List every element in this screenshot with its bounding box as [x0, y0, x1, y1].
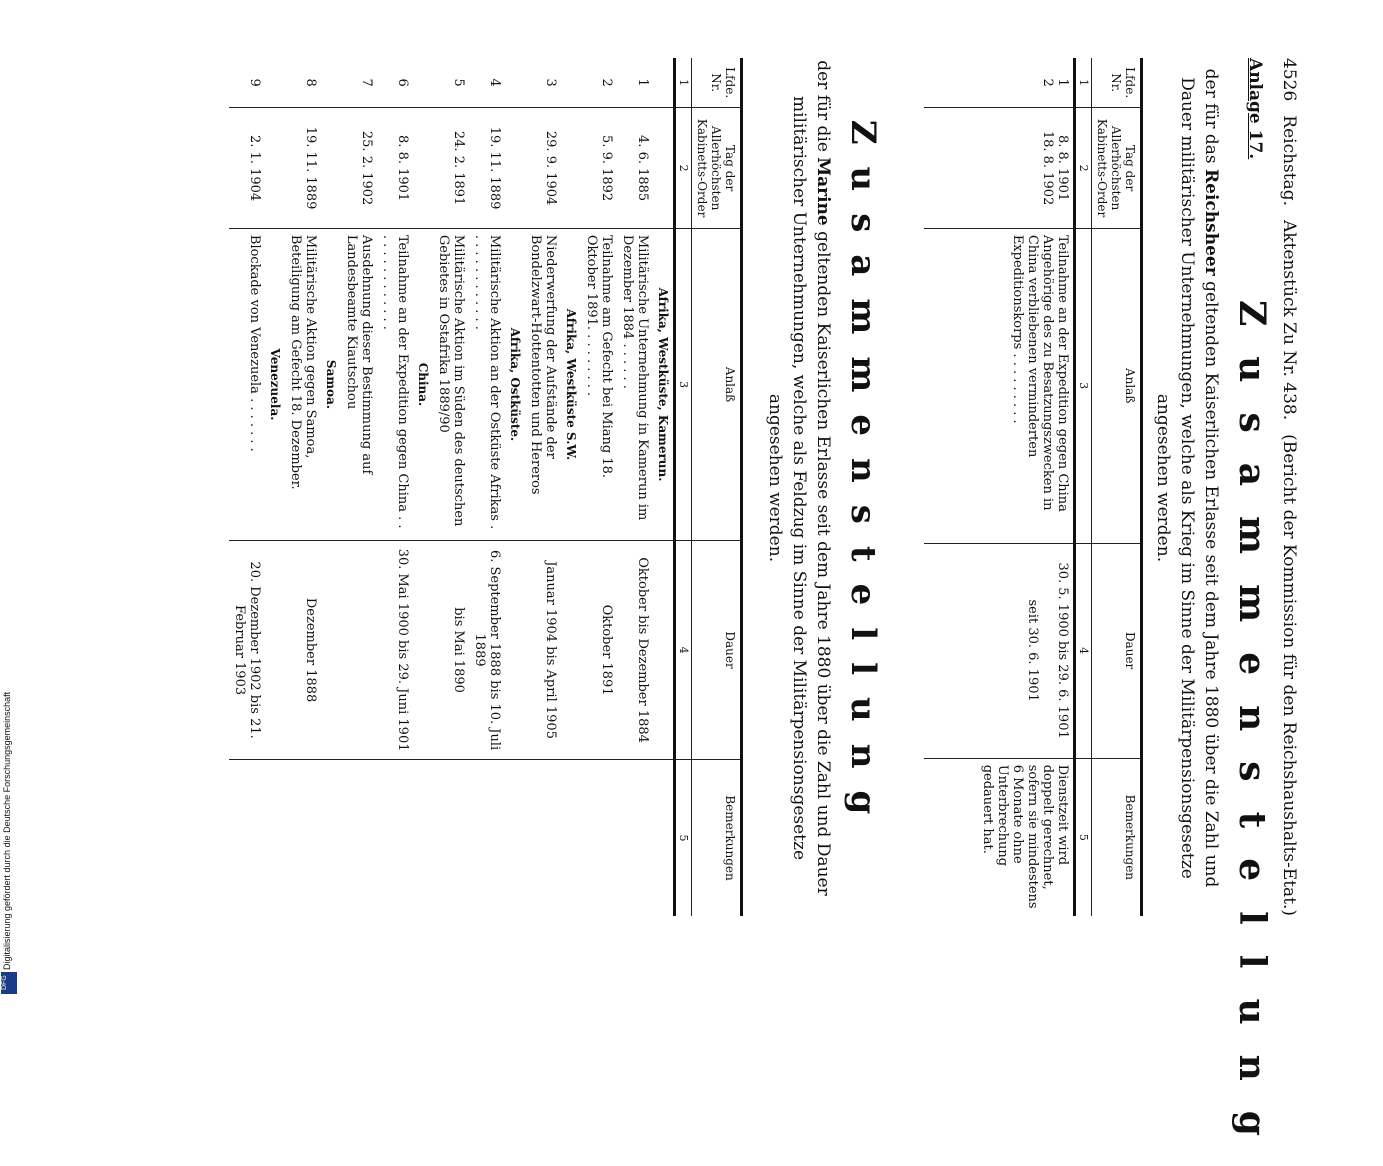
empty-cell [653, 760, 675, 916]
col-number: 3 [675, 228, 692, 540]
empty-cell [505, 760, 525, 916]
row-date: 24. 2. 1891 [433, 108, 469, 229]
empty-cell [653, 58, 675, 108]
row-dauer: Oktober bis Dezember 1884 [617, 541, 653, 760]
empty-cell [505, 58, 525, 108]
empty-cell [505, 108, 525, 229]
col-header: Dauer [1092, 543, 1142, 758]
row-bemerkungen [433, 760, 469, 916]
region-heading: Afrika, Ostküste. [505, 228, 525, 540]
row-date: 29. 9. 1904 [525, 108, 561, 229]
table-row [617, 58, 653, 916]
region-row [505, 58, 525, 916]
row-bemerkungen [341, 760, 377, 916]
row-bemerkungen [617, 760, 653, 916]
empty-cell [321, 760, 341, 916]
empty-cell [561, 760, 581, 916]
col-header: Bemerkungen [1092, 758, 1142, 916]
section2-intro-bold: Marine [813, 157, 833, 226]
col-header: Tag der Allerhöchsten Kabinetts-Order [1092, 108, 1142, 229]
table-row [285, 58, 321, 916]
row-anlass: Niederwerfung der Aufstände der Bondelzwart-Hottentotten und Hereros [525, 228, 561, 540]
row-date: 5. 9. 1892 [581, 108, 617, 229]
table-row [341, 58, 377, 916]
col-number: 2 [1075, 108, 1092, 229]
empty-cell [265, 108, 285, 229]
empty-cell [413, 541, 433, 760]
empty-cell [561, 108, 581, 229]
header-document-ref: Aktenstück Zu Nr. 438. [1279, 220, 1299, 421]
row-dauer: bis Mai 1890 [433, 541, 469, 760]
row-bemerkungen [581, 760, 617, 916]
region-heading: China. [413, 228, 433, 540]
row-dauer: Oktober 1891 [581, 541, 617, 760]
empty-cell [265, 58, 285, 108]
table-row [433, 58, 469, 916]
empty-cell [321, 108, 341, 229]
row-number: 9 [247, 78, 262, 87]
row-anlass: Militärische Aktion im Süden des deutschen Gebietes in Ostafrika 1889/90 [433, 228, 469, 540]
row-number: 4 [487, 78, 502, 87]
row-date: 19. 11. 1889 [469, 108, 505, 229]
section2-intro-pre: der für die [813, 60, 833, 152]
page-header [1277, 58, 1301, 917]
row-dauer: Dezember 1888 [285, 541, 321, 760]
page-number: 4526 [1279, 58, 1299, 102]
empty-cell [413, 58, 433, 108]
region-row [413, 58, 433, 916]
row-number: 3 [543, 78, 558, 87]
row-bemerkungen [285, 760, 321, 916]
row-number: 5 [451, 78, 466, 87]
table-row [525, 58, 561, 916]
region-heading: Samoa. [321, 228, 341, 540]
region-heading: Venezuela. [265, 228, 285, 540]
row-number: 1 [635, 78, 650, 87]
row-date: 8. 8. 1901 [377, 108, 413, 229]
row-anlass: Teilnahme an der Expedition gegen China . . . . . . . . . . . . . . [377, 228, 413, 540]
row-number: 7 [359, 78, 374, 87]
row-date: 2. 1. 1904 [229, 108, 265, 229]
anlage-label: Anlage 17. [1245, 58, 1265, 160]
empty-cell [561, 58, 581, 108]
section2-intro-post: geltenden Kaiserlichen Erlasse seit dem Jahre 1880 über die Zahl und Dauer militärischer Unternehmungen, welche als Feldzug im Sinne der Militärpensionsgesetze angesehen werden. [765, 95, 833, 896]
row-anlass: Militärische Aktion an der Ostküste Afrikas . . . . . . . . . . . . . [469, 228, 505, 540]
row-date: 25. 2. 1902 [341, 108, 377, 229]
row-dauer: 30. Mai 1900 bis 29. Juni 1901 [377, 541, 413, 760]
col-number: 3 [1075, 228, 1092, 543]
row-anlass: Blockade von Venezuela . . . . . . . [229, 228, 265, 540]
header-subtitle: (Bericht der Kommission für den Reichshaushalts-Etat.) [1279, 434, 1299, 917]
region-row [321, 58, 341, 916]
row-number: 8 [303, 78, 318, 87]
col-header: Lfde. Nr. [1092, 58, 1142, 108]
col-header: Anlaß [692, 228, 742, 540]
row-bemerkungen [525, 760, 561, 916]
table-row [581, 58, 617, 916]
section1-intro-pre: der für das [1201, 68, 1221, 164]
section1-intro-bold: Reichsheer [1201, 169, 1221, 276]
row-bemerkungen [469, 760, 505, 916]
table-row [377, 58, 413, 916]
row-anlass: Teilnahme an der Expedition gegen China Angehörige des zu Besatzungszwecken in China verbliebenen verminderten Expeditionskorps . . . . . . . . . [925, 228, 1075, 543]
region-heading: Afrika, Westküste S.W. [561, 228, 581, 540]
section2-table-body [229, 58, 675, 916]
row-date: 4. 6. 1885 [617, 108, 653, 229]
row-number: 6 [395, 78, 410, 87]
col-number: 4 [675, 541, 692, 760]
col-number: 1 [675, 58, 692, 108]
row-dauer: 20. Dezember 1902 bis 21. Februar 1903 [229, 541, 265, 760]
row-number: 1 2 [1040, 78, 1070, 87]
col-number: 1 [1075, 58, 1092, 108]
footer-credit-text: Digitalisierung gefördert durch die Deutsche Forschungsgemeinschaft [2, 691, 12, 970]
row-date: 19. 11. 1889 [285, 108, 321, 229]
section2-intro [763, 58, 835, 898]
col-header: Tag der Allerhöchsten Kabinetts-Order [692, 108, 742, 229]
region-row [653, 58, 675, 916]
empty-cell [321, 58, 341, 108]
empty-cell [653, 108, 675, 229]
table-row [925, 58, 1075, 916]
row-date: 8. 8. 1901 18. 8. 1902 [925, 108, 1075, 229]
col-number: 4 [1075, 543, 1092, 758]
section1-table [925, 58, 1144, 916]
col-number: 2 [675, 108, 692, 229]
row-dauer: Januar 1904 bis April 1905 [525, 541, 561, 760]
col-number: 5 [675, 760, 692, 916]
row-bemerkungen [377, 760, 413, 916]
row-anlass: Militärische Unternehmung in Kamerun im Dezember 1884 . . . . . . [617, 228, 653, 540]
row-bemerkungen: Dienstzeit wird doppelt gerechnet, sofern sie mindestens 6 Monate ohne Unterbrechung gedauert hat. [925, 758, 1075, 916]
section1-intro [1151, 58, 1223, 898]
col-number: 5 [1075, 758, 1092, 916]
row-number: 2 [599, 78, 614, 87]
col-header: Lfde. Nr. [692, 58, 742, 108]
region-row [561, 58, 581, 916]
footer-credit [0, 600, 20, 1000]
col-header: Dauer [692, 541, 742, 760]
header-source: Reichstag. [1279, 115, 1299, 207]
col-header: Bemerkungen [692, 760, 742, 916]
row-dauer [341, 541, 377, 760]
empty-cell [321, 541, 341, 760]
row-dauer: 30. 5. 1900 bis 29. 6. 1901 seit 30. 6. 1901 [925, 543, 1075, 758]
section2-title: Zusammenstellung [843, 119, 883, 837]
section1-intro-post: geltenden Kaiserlichen Erlasse seit dem Jahre 1880 über die Zahl und Dauer militärischer Unternehmungen, welche als Krieg im Sinne der Militärpensionsgesetze angesehen werden. [1153, 77, 1221, 888]
table-row [469, 58, 505, 916]
empty-cell [265, 541, 285, 760]
empty-cell [561, 541, 581, 760]
region-heading: Afrika, Westküste, Kamerun. [653, 228, 675, 540]
row-dauer: 6. September 1888 bis 10. Juli 1889 [469, 541, 505, 760]
empty-cell [413, 760, 433, 916]
row-bemerkungen [229, 760, 265, 916]
region-row [265, 58, 285, 916]
col-header: Anlaß [1092, 228, 1142, 543]
dfg-logo: DFG [1, 972, 17, 994]
empty-cell [653, 541, 675, 760]
row-anlass: Ausdehnung dieser Bestimmung auf Landesbeamte Kiautschou [341, 228, 377, 540]
row-anlass: Teilnahme am Gefecht bei Miang 18. Oktober 1891. . . . . . . . . [581, 228, 617, 540]
empty-cell [413, 108, 433, 229]
section1-title: Zusammenstellung [1231, 300, 1273, 1166]
section2-table [229, 58, 743, 916]
table-row [229, 58, 265, 916]
empty-cell [265, 760, 285, 916]
empty-cell [505, 541, 525, 760]
row-anlass: Militärische Aktion gegen Samoa, Beteiligung am Gefecht 18. Dezember. [285, 228, 321, 540]
